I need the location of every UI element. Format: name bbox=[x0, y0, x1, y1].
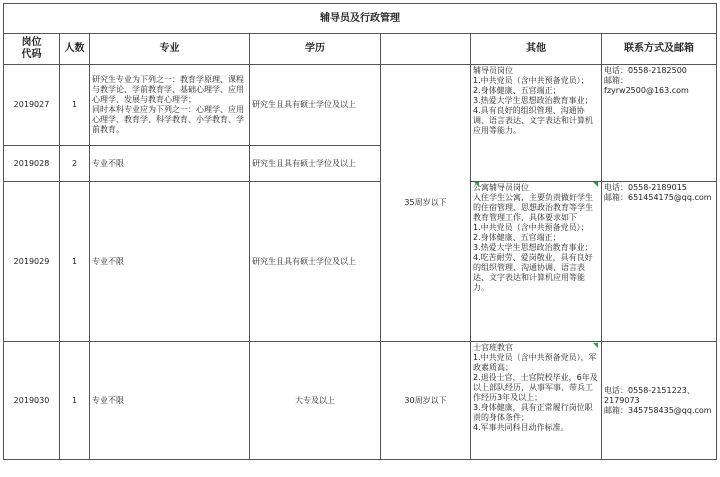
cell-comment-marker bbox=[593, 182, 598, 187]
recruitment-table bbox=[3, 3, 717, 460]
headcount: 2 bbox=[60, 146, 90, 182]
position-code: 2019028 bbox=[4, 146, 60, 182]
header-other: 其他 bbox=[471, 34, 602, 65]
education-requirement: 大专及以上 bbox=[250, 342, 381, 460]
header-major: 专业 bbox=[90, 34, 250, 65]
major-requirement: 专业不限 bbox=[90, 182, 250, 342]
headcount: 1 bbox=[60, 342, 90, 460]
position-code: 2019030 bbox=[4, 342, 60, 460]
education-requirement: 研究生且具有硕士学位及以上 bbox=[250, 182, 381, 342]
age-requirement: 35周岁以下 bbox=[381, 65, 471, 342]
header-contact: 联系方式及邮箱 bbox=[602, 34, 717, 65]
headcount: 1 bbox=[60, 65, 90, 146]
table-row bbox=[4, 65, 717, 146]
position-code: 2019029 bbox=[4, 182, 60, 342]
major-requirement: 专业不限 bbox=[90, 146, 250, 182]
headcount: 1 bbox=[60, 182, 90, 342]
other-requirements: 辅导员岗位 1.中共党员（含中共预备党员）； 2.身体健康、五官端正； 3.热爱大学生思想政治教育事业； 4.具有良好的组织管理、沟通协调、语言表达、文字表达和计算机应用等能力。 bbox=[471, 65, 602, 182]
position-code: 2019027 bbox=[4, 65, 60, 146]
major-requirement: 专业不限 bbox=[90, 342, 250, 460]
cell-comment-marker bbox=[593, 343, 598, 348]
table-row bbox=[4, 342, 717, 460]
major-requirement: 研究生专业为下列之一：教育学原理、课程与教学论、学前教育学、基础心理学、应用心理学、发展与教育心理学； 同时本科专业应为下列之一：心理学、应用心理学、教育学、科学教育、小学教育、学前教育。 bbox=[90, 65, 250, 146]
contact-info: 电话：0558-2189015 邮箱：651454175@qq.com bbox=[602, 182, 717, 342]
contact-info: 电话：0558-2151223、2179073 邮箱：345758435@qq.com bbox=[602, 342, 717, 460]
cell-comment-marker bbox=[474, 182, 479, 187]
table-row bbox=[4, 182, 717, 342]
contact-info: 电话：0558-2182500 邮箱： fzyrw2500@163.com bbox=[602, 65, 717, 182]
header-age bbox=[381, 34, 471, 65]
age-requirement: 30周岁以下 bbox=[381, 342, 471, 460]
other-requirements: 士官班教官 1.中共党员（含中共预备党员），军政素质高； 2.退役士官，士官院校毕业，6年及以上部队经历，从事军事、带兵工作经历3年及以上； 3.身体健康，具有正常履行岗位职责的身体条件； 4.军事共同科目动作标准。 bbox=[471, 342, 602, 460]
education-requirement: 研究生且具有硕士学位及以上 bbox=[250, 65, 381, 146]
header-education: 学历 bbox=[250, 34, 381, 65]
table-title: 辅导员及行政管理 bbox=[4, 4, 717, 34]
other-requirements: 公寓辅导员岗位 入住学生公寓，主要负责做好学生的住宿管理、思想政治教育等学生教育管理工作，具体要求如下 1.中共党员（含中共预备党员）； 2.身体健康、五官端正； 3.热爱大学生思想政治教育事业； 4.吃苦耐劳、爱岗敬业，具有良好的组织管理、沟通协调、语言表达、文字表达和计算机应用等能力。 bbox=[471, 182, 602, 342]
education-requirement: 研究生且具有硕士学位及以上 bbox=[250, 146, 381, 182]
header-code: 岗位 代码 bbox=[4, 34, 60, 65]
header-count: 人数 bbox=[60, 34, 90, 65]
